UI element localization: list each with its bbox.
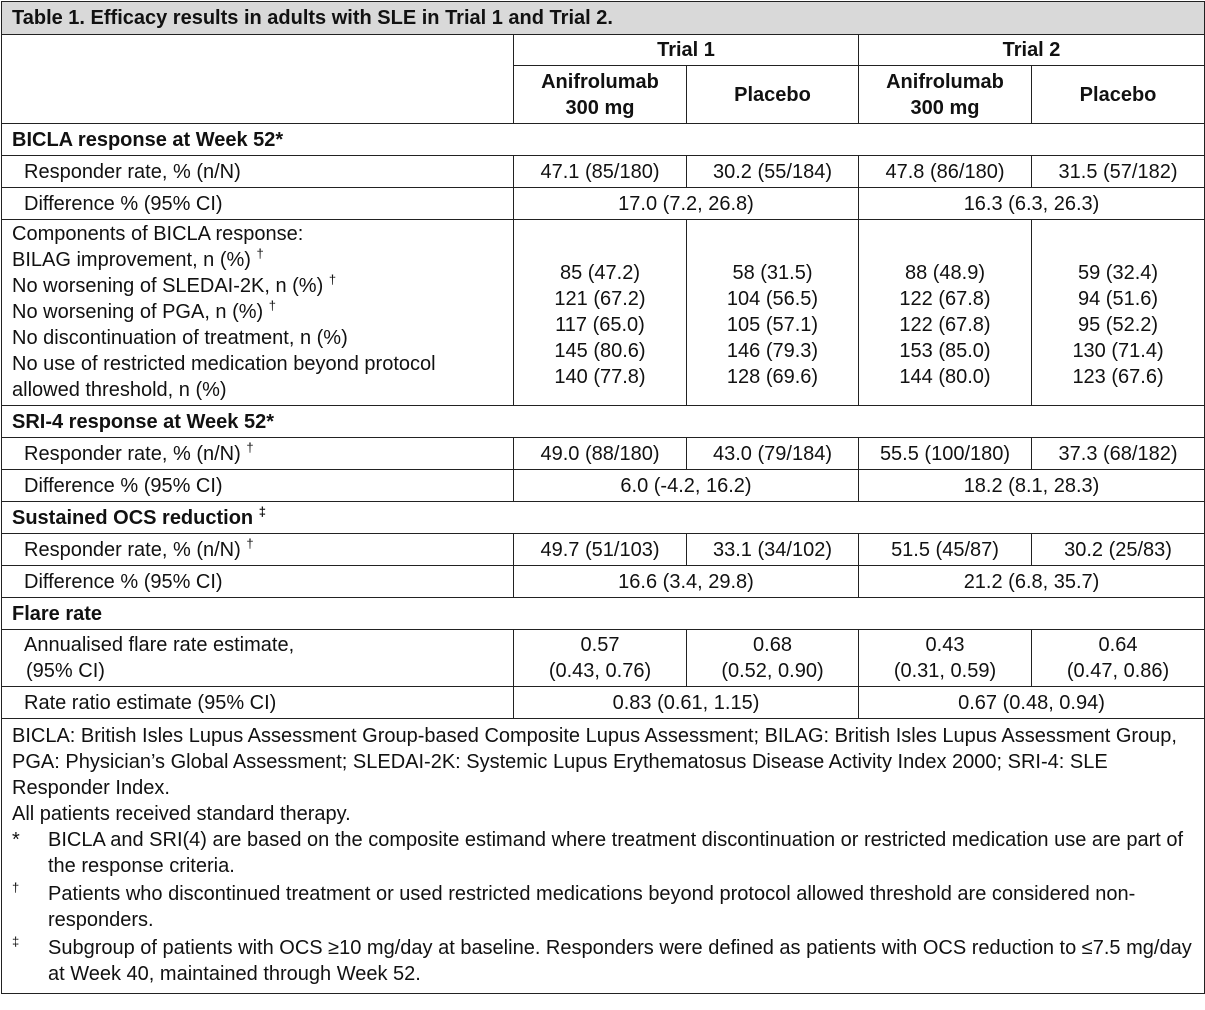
trial-2-placebo-header: Placebo xyxy=(1032,66,1205,124)
efficacy-table xyxy=(1,1,1205,994)
trial-2-anifrolumab-header: Anifrolumab 300 mg xyxy=(859,66,1032,124)
table-row xyxy=(2,438,1205,470)
table-cell: 47.1 (85/180) xyxy=(514,156,687,188)
component-label: No worsening of SLEDAI-2K, n (%) † xyxy=(12,272,337,297)
ocs-difference-label: Difference % (95% CI) xyxy=(2,566,514,598)
component-label: No discontinuation of treatment, n (%) xyxy=(12,327,348,349)
table-cell: 55.5 (100/180) xyxy=(859,438,1032,470)
trial-1-anifrolumab-header: Anifrolumab 300 mg xyxy=(514,66,687,124)
bicla-components-row xyxy=(2,220,1205,406)
component-label: BILAG improvement, n (%) † xyxy=(12,246,264,271)
table-cell: 51.5 (45/87) xyxy=(859,534,1032,566)
table-row xyxy=(2,470,1205,502)
components-col-trial1-placebo: 58 (31.5) 104 (56.5) 105 (57.1) 146 (79.3) 128 (69.6) xyxy=(687,220,859,406)
table-row xyxy=(2,534,1205,566)
table-row xyxy=(2,156,1205,188)
component-label: No use of restricted medication beyond protocol xyxy=(12,353,436,375)
table-row xyxy=(2,188,1205,220)
trial-1-header: Trial 1 xyxy=(514,35,859,66)
standard-therapy-note: All patients received standard therapy. xyxy=(12,803,351,825)
table-title: Table 1. Efficacy results in adults with SLE in Trial 1 and Trial 2. xyxy=(2,2,1205,35)
header-blank-cell xyxy=(2,35,514,124)
bicla-difference-label: Difference % (95% CI) xyxy=(2,188,514,220)
table-cell: 31.5 (57/182) xyxy=(1032,156,1205,188)
rate-ratio-label: Rate ratio estimate (95% CI) xyxy=(2,687,514,719)
abbreviations-note: BICLA: British Isles Lupus Assessment Group-based Composite Lupus Assessment; BILAG: British Isles Lupus Assessment Group, PGA: Physician’s Global Assessment; SLEDAI-2K: Systemic Lupus Erythematosus Disease Activity Index 2000; SRI-4: SLE Responder Index. xyxy=(12,725,1177,799)
table-cell: 0.43 (0.31, 0.59) xyxy=(859,630,1032,687)
table-cell: 0.67 (0.48, 0.94) xyxy=(859,687,1205,719)
table-cell: 0.57 (0.43, 0.76) xyxy=(514,630,687,687)
table-cell: 49.0 (88/180) xyxy=(514,438,687,470)
sri4-responder-label: Responder rate, % (n/N) † xyxy=(2,438,514,470)
table-cell: 0.68 (0.52, 0.90) xyxy=(687,630,859,687)
table-cell: 16.3 (6.3, 26.3) xyxy=(859,188,1205,220)
bicla-responder-label: Responder rate, % (n/N) xyxy=(2,156,514,188)
table-cell: 17.0 (7.2, 26.8) xyxy=(514,188,859,220)
table-footnotes xyxy=(2,719,1205,994)
table-row xyxy=(2,566,1205,598)
table-cell: 6.0 (-4.2, 16.2) xyxy=(514,470,859,502)
table-cell: 30.2 (25/83) xyxy=(1032,534,1205,566)
annualised-flare-label: Annualised flare rate estimate, (95% CI) xyxy=(2,630,514,687)
ocs-responder-label: Responder rate, % (n/N) † xyxy=(2,534,514,566)
table-cell: 21.2 (6.8, 35.7) xyxy=(859,566,1205,598)
table-cell: 0.83 (0.61, 1.15) xyxy=(514,687,859,719)
bicla-section-heading: BICLA response at Week 52* xyxy=(2,124,1205,156)
components-intro: Components of BICLA response: xyxy=(12,223,304,245)
components-col-trial2-placebo: 59 (32.4) 94 (51.6) 95 (52.2) 130 (71.4) 123 (67.6) xyxy=(1032,220,1205,406)
ocs-section-heading: Sustained OCS reduction ‡ xyxy=(2,502,1205,534)
table-cell: 43.0 (79/184) xyxy=(687,438,859,470)
trial-1-placebo-header: Placebo xyxy=(687,66,859,124)
flare-section-heading: Flare rate xyxy=(2,598,1205,630)
table-cell: 47.8 (86/180) xyxy=(859,156,1032,188)
table-cell: 37.3 (68/182) xyxy=(1032,438,1205,470)
sri4-difference-label: Difference % (95% CI) xyxy=(2,470,514,502)
footnote-dagger: † Patients who discontinued treatment or used restricted medications beyond protocol allowed threshold are considered non-responders. xyxy=(12,880,1136,931)
footnote-double-dagger: ‡ Subgroup of patients with OCS ≥10 mg/day at baseline. Responders were defined as patients with OCS reduction to ≤7.5 mg/day at Week 40, maintained through Week 52. xyxy=(12,934,1192,985)
component-label: No worsening of PGA, n (%) † xyxy=(12,298,277,323)
table-cell: 18.2 (8.1, 28.3) xyxy=(859,470,1205,502)
component-label: allowed threshold, n (%) xyxy=(12,379,227,401)
table-cell: 30.2 (55/184) xyxy=(687,156,859,188)
footnote-star: * BICLA and SRI(4) are based on the composite estimand where treatment discontinuation or restricted medication use are part of the response criteria. xyxy=(12,829,1184,877)
components-col-trial2-anif: 88 (48.9) 122 (67.8) 122 (67.8) 153 (85.0) 144 (80.0) xyxy=(859,220,1032,406)
bicla-components-labels xyxy=(2,220,514,406)
table-cell: 33.1 (34/102) xyxy=(687,534,859,566)
trial-2-header: Trial 2 xyxy=(859,35,1205,66)
table-cell: 0.64 (0.47, 0.86) xyxy=(1032,630,1205,687)
table-row xyxy=(2,630,1205,687)
components-col-trial1-anif: 85 (47.2) 121 (67.2) 117 (65.0) 145 (80.6) 140 (77.8) xyxy=(514,220,687,406)
table-cell: 16.6 (3.4, 29.8) xyxy=(514,566,859,598)
table-row xyxy=(2,687,1205,719)
sri4-section-heading: SRI-4 response at Week 52* xyxy=(2,406,1205,438)
table-cell: 49.7 (51/103) xyxy=(514,534,687,566)
